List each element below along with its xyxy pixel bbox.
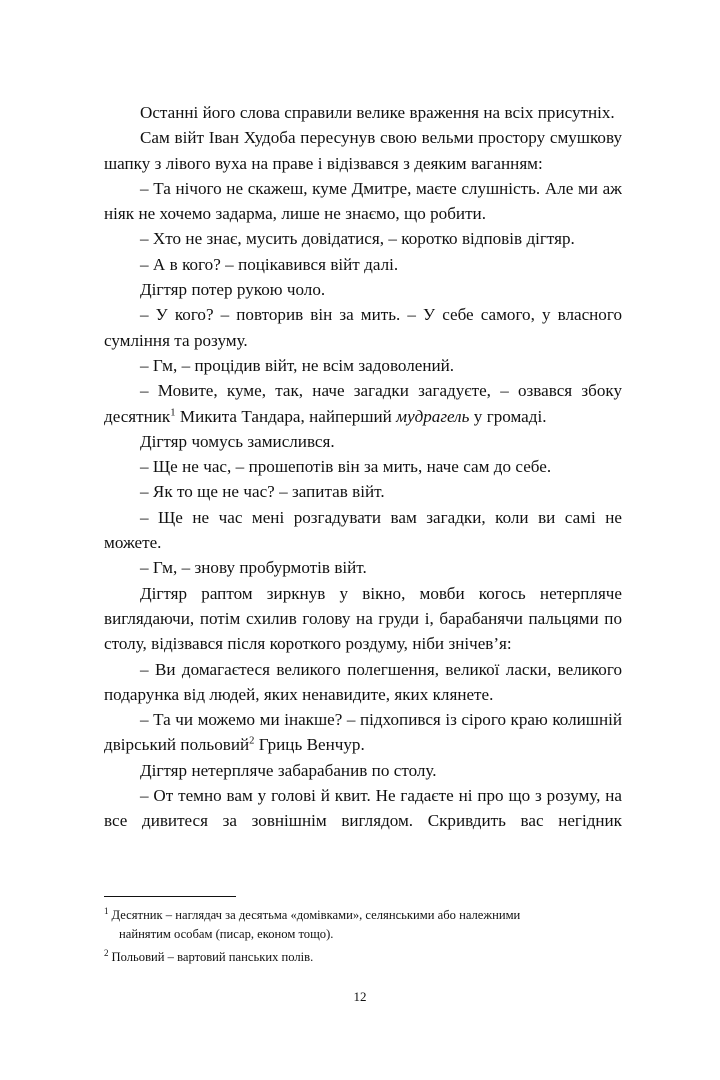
paragraph: – Гм, – процідив війт, не всім задоволений. xyxy=(140,355,455,375)
footnote-marker: 2 xyxy=(104,948,109,958)
footnote-text: Польовий – вартовий панських полів. xyxy=(111,950,314,965)
footnote-item xyxy=(104,948,574,967)
paragraph-segment: – Мовите, куме, так, наче загадки загадуєте, – озвався збоку десятник xyxy=(104,381,622,426)
paragraph-with-footnote xyxy=(104,378,622,429)
paragraph: – Ви домагаєтеся великого полегшення, великої ласки, великого подарунка від людей, яких ненавидите, яких клянете. xyxy=(104,659,622,704)
paragraph: – А в кого? – поцікавився війт далі. xyxy=(140,254,399,274)
paragraph-segment: Гриць Венчур. xyxy=(254,735,365,755)
paragraph: Дігтяр нетерпляче забарабанив по столу. xyxy=(140,760,437,780)
paragraph: – Та нічого не скажеш, куме Дмитре, маєте слушність. Але ми аж ніяк не хочемо задарма, лише не знаємо, що робити. xyxy=(104,178,622,224)
paragraph-with-footnote xyxy=(104,707,622,758)
paragraph-segment: у громаді. xyxy=(469,406,547,426)
footnote-item xyxy=(104,906,574,943)
page-number: 12 xyxy=(353,989,367,1004)
emphasis-word: мудрагель xyxy=(396,406,470,426)
paragraph: Дігтяр потер рукою чоло. xyxy=(140,280,326,300)
paragraph: Дігтяр раптом зиркнув у вікно, мовби когось нетерпляче виглядаючи, потім схилив голову на груди і, барабанячи пальцями по столу, відізвався після короткого роздуму, ніби знічев’я: xyxy=(104,583,622,654)
footnote-marker: 1 xyxy=(104,905,109,916)
paragraph: – Ще не час, – прошепотів він за мить, наче сам до себе. xyxy=(140,457,552,477)
footnote-block xyxy=(104,896,574,972)
paragraph: – Гм, – знову пробурмотів війт. xyxy=(140,558,367,578)
paragraph: – Хто не знає, мусить довідатися, – коротко відповів дігтяр. xyxy=(140,229,575,249)
paragraph: Сам війт Іван Худоба пересунув свою вельми простору смушкову шапку з лівого вуха на праве і відізвався з деяким ваганням: xyxy=(104,128,622,173)
footnote-separator-rule xyxy=(104,896,236,897)
paragraph: Останні його слова справили велике враження на всіх присутніх. xyxy=(140,103,615,122)
paragraph: – От темно вам у голові й квит. Не гадаєте ні про що з розуму, на все дивитеся за зовнішнім виглядом. Скривдить вас негідник xyxy=(104,786,622,831)
paragraph: – Як то ще не час? – запитав війт. xyxy=(140,482,385,502)
paragraph: Дігтяр чомусь замислився. xyxy=(140,431,335,451)
footnote-text: Десятник – наглядач за десятьма «домівками», селянськими або належними найнятим особам (писар, економ тощо). xyxy=(111,908,521,941)
footnote-ref-1[interactable]: 1 xyxy=(170,406,176,418)
body-text-block xyxy=(104,100,622,834)
footnote-ref-2[interactable]: 2 xyxy=(249,735,255,747)
paragraph: – У кого? – повторив він за мить. – У себе самого, у власного сумління та розуму. xyxy=(104,305,622,350)
paragraph-segment: Микита Тандара, найперший xyxy=(175,406,397,426)
paragraph: – Ще не час мені розгадувати вам загадки, коли ви самі не можете. xyxy=(104,507,622,553)
paragraph-segment: – Та чи можемо ми інакше? – підхопився із сірого краю колишній двірський польовий xyxy=(104,710,622,755)
